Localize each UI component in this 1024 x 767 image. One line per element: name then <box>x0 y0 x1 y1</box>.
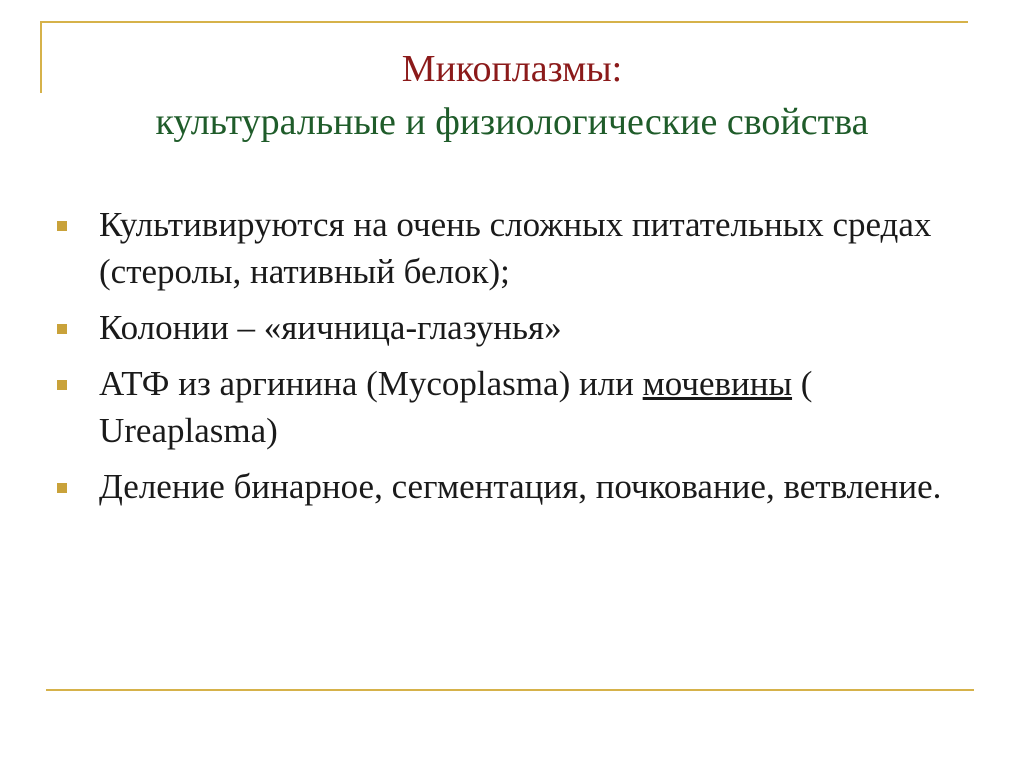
bullet-item <box>57 201 977 295</box>
square-bullet-icon <box>57 483 67 493</box>
square-bullet-icon <box>57 380 67 390</box>
square-bullet-icon <box>57 221 67 231</box>
square-bullet-icon <box>57 324 67 334</box>
bullet-text: Колонии – «яичница-глазунья» <box>99 308 562 347</box>
bottom-accent-line <box>46 689 974 691</box>
bullet-item <box>57 463 977 510</box>
bullet-text-after: ( Ureaplasma) <box>99 364 813 450</box>
bullet-text: Культивируются на очень сложных питательных средах (стеролы, нативный белок); <box>99 205 932 291</box>
bullet-item <box>57 360 977 454</box>
slide-subtitle: культуральные и физиологические свойства <box>155 101 869 143</box>
slide-title: Микоплазмы: <box>401 48 623 90</box>
top-accent-line <box>40 21 968 23</box>
bullet-item <box>57 304 977 351</box>
bullet-text-before: АТФ из аргинина (Mycoplasma) или <box>99 364 643 403</box>
bullet-list <box>57 201 977 519</box>
bullet-underlined-term: мочевины <box>642 364 793 403</box>
bullet-text: Деление бинарное, сегментация, почкование, ветвление. <box>99 467 942 506</box>
